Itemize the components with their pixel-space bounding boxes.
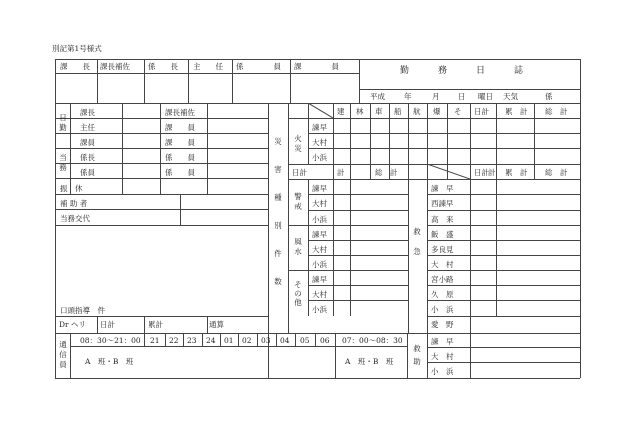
alert-obama: 小浜 (312, 215, 327, 224)
rescue-header-soukei: 総 計 (545, 168, 568, 177)
fire-omura: 大村 (312, 138, 327, 147)
hour-04: 04 (280, 336, 290, 345)
date-weather: 天気 (503, 92, 518, 101)
left-item-hojosha: 補 助 者 (60, 199, 88, 208)
rescue-station-7: 宮小路 (431, 275, 454, 284)
team1: A 班・B 班 (85, 357, 134, 366)
date-month: 月 (432, 92, 440, 101)
hour-21: 21 (150, 336, 160, 345)
roster-row-4-left: 係長 (80, 153, 95, 162)
dr-heli-label: Dr ヘリ (59, 320, 86, 329)
hour-02: 02 (242, 336, 252, 345)
left-item-toumu-koutai: 当務交代 (60, 214, 90, 223)
hour-24: 24 (206, 336, 216, 345)
roster-row-3-right: 課 員 (165, 138, 195, 147)
roster-row-2-left: 主任 (80, 123, 95, 132)
disaster-header-rin: 林 (356, 107, 364, 116)
rescue-station-1: 諫 早 (431, 184, 454, 193)
header-ka-in: 課 員 (294, 62, 339, 71)
disaster-header-kou: 航 (413, 107, 421, 116)
dr-heli-cumulative: 累計 (148, 320, 163, 329)
mid-header-nikkei: 日計 (292, 168, 307, 177)
team2: A 班・B 班 (345, 357, 394, 366)
kyujo-station-2: 大 村 (431, 352, 454, 361)
roster-row-2-right: 課 員 (165, 123, 195, 132)
rescue-header-ruikei: 累 計 (505, 168, 528, 177)
day-duty-label: 日勤 (59, 113, 67, 132)
hour-01: 01 (224, 336, 234, 345)
kyujo-label: 救助 (413, 344, 421, 366)
disaster-header-sha: 車 (375, 107, 383, 116)
fire-label: 火災 (294, 134, 302, 153)
fire-obama: 小浜 (312, 153, 327, 162)
hour-05: 05 (300, 336, 310, 345)
storm-omura: 大村 (312, 245, 327, 254)
mid-header-kei: 計 (337, 168, 345, 177)
alert-label: 警戒 (294, 192, 302, 211)
rescue-station-4: 飯 盛 (431, 230, 454, 239)
mid-header-soukei: 総 計 (375, 168, 398, 177)
form-label: 別記第1号様式 (52, 44, 102, 53)
disaster-header-soukei: 総 計 (545, 107, 568, 116)
hour-06: 06 (320, 336, 330, 345)
rescue-station-8: 久 原 (431, 290, 454, 299)
disaster-header-sono: そ (454, 107, 462, 116)
fire-isahaya: 諫早 (312, 123, 327, 132)
roster-row-1-left: 課長 (80, 108, 95, 117)
comm-staff-label: 通信員 (59, 340, 67, 369)
hour-23: 23 (187, 336, 197, 345)
disaster-title: 災害種別件数 (274, 137, 282, 286)
other-label: その他 (294, 280, 302, 307)
rescue-station-2: 西諫早 (431, 199, 454, 208)
dr-heli-total: 通算 (209, 320, 224, 329)
hour-22: 22 (169, 336, 179, 345)
other-omura: 大村 (312, 290, 327, 299)
rescue-station-10: 愛 野 (431, 320, 454, 329)
rescue-header-kei: 計 (488, 168, 496, 177)
kyujo-station-3: 小 浜 (431, 367, 454, 376)
roster-row-3-left: 課員 (80, 138, 95, 147)
roster-row-1-right: 課長補佐 (165, 108, 195, 117)
disaster-header-ruikei: 累 計 (505, 107, 528, 116)
rescue-station-6: 大 村 (431, 260, 454, 269)
roster-row-4-right: 係 員 (165, 153, 195, 162)
date-year: 年 (404, 92, 412, 101)
left-item-furikyu: 振 休 (60, 184, 83, 193)
rescue-station-5: 多良見 (431, 245, 454, 254)
header-shunin: 主 任 (193, 62, 223, 71)
other-obama: 小浜 (312, 305, 327, 314)
rescue-station-9: 小 浜 (431, 305, 454, 314)
date-kakari: 係 (545, 92, 553, 101)
rescue-header-nikkei: 日計 (474, 168, 489, 177)
storm-isahaya: 諫早 (312, 230, 327, 239)
alert-omura: 大村 (312, 199, 327, 208)
shift2-time: 07：00〜08：30 (342, 336, 403, 345)
roster-row-5-right: 係 員 (165, 168, 195, 177)
oral-guidance: 口頭指導 件 (60, 306, 105, 315)
hour-03: 03 (261, 336, 271, 345)
rescue-station-3: 高 来 (431, 215, 454, 224)
header-kakari-cho: 係 長 (148, 62, 178, 71)
form-title: 勤 務 日 誌 (400, 66, 534, 76)
storm-label: 風水 (294, 237, 302, 256)
on-duty-label: 当務 (59, 153, 67, 172)
disaster-header-sen: 船 (394, 107, 402, 116)
shift1-time: 08：30〜21：00 (80, 336, 141, 345)
alert-isahaya: 諫早 (312, 184, 327, 193)
rescue-label: 救急 (413, 227, 421, 256)
roster-row-5-left: 係員 (80, 168, 95, 177)
header-ka-cho-hosa: 課長補佐 (100, 62, 130, 71)
disaster-header-ken: 建 (337, 107, 345, 116)
other-isahaya: 諫早 (312, 275, 327, 284)
kyujo-station-1: 諫 早 (431, 337, 454, 346)
header-ka-cho: 課 長 (60, 62, 90, 71)
disaster-header-nikkei: 日計 (474, 107, 489, 116)
header-kakari-in: 係 員 (236, 62, 281, 71)
storm-obama: 小浜 (312, 260, 327, 269)
date-weekday: 曜日 (478, 92, 493, 101)
date-day: 日 (458, 92, 466, 101)
date-era: 平成 (370, 92, 385, 101)
dr-heli-daily: 日計 (100, 320, 115, 329)
disaster-header-baku: 爆 (433, 107, 441, 116)
